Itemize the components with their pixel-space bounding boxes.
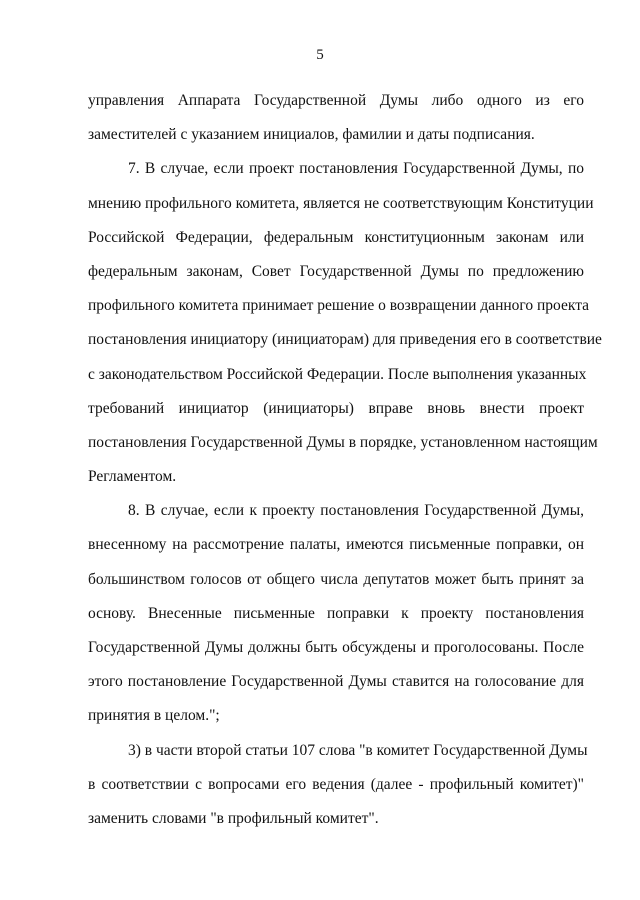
text-line: управления Аппарата Государственной Думы либо одного из его: [88, 92, 584, 109]
text-line: с законодательством Российской Федерации. После выполнения указанных: [88, 365, 587, 383]
text-line: Государственной Думы должны быть обсуждены и проголосованы. После: [88, 639, 584, 656]
text-line: 7. В случае, если проект постановления Государственной Думы, по: [128, 160, 584, 178]
paragraph-continuation: [88, 84, 584, 152]
text-line: 3) в части второй статьи 107 слова "в комитет Государственной Думы: [128, 741, 588, 759]
text-line: постановления инициатору (инициаторам) для приведения его в соответствие: [88, 331, 602, 349]
text-line: принятия в целом.";: [88, 707, 220, 725]
text-line: 8. В случае, если к проекту постановления Государственной Думы,: [128, 502, 584, 520]
text-line: Регламентом.: [88, 468, 177, 486]
text-line: мнению профильного комитета, является не соответствующим Конституции: [88, 194, 594, 212]
text-line: федеральным законам, Совет Государственной Думы по предложению: [88, 262, 584, 280]
page-number: 5: [316, 47, 324, 63]
text-line: заместителей с указанием инициалов, фамилии и даты подписания.: [88, 126, 535, 144]
text-line: внесенному на рассмотрение палаты, имеются письменные поправки, он: [88, 536, 584, 554]
paragraph-item-8: [88, 494, 584, 733]
text-line: постановления Государственной Думы в порядке, установленном настоящим: [88, 433, 598, 451]
paragraph-item-3: [88, 734, 588, 837]
text-line: большинством голосов от общего числа депутатов может быть принят за: [88, 570, 584, 588]
text-line: профильного комитета принимает решение о возвращении данного проекта: [88, 297, 590, 315]
text-line: заменить словами "в профильный комитет".: [88, 809, 379, 827]
text-line: требований инициатор (инициаторы) вправе вновь внести проект: [88, 399, 584, 417]
text-line: этого постановление Государственной Думы ставится на голосование для: [88, 673, 584, 691]
document-body: [88, 84, 602, 836]
text-line: основу. Внесенные письменные поправки к проекту постановления: [88, 604, 584, 622]
text-line: Российской Федерации, федеральным конституционным законам или: [88, 228, 584, 246]
paragraph-item-7: [88, 152, 602, 494]
text-line: в соответствии с вопросами его ведения (далее - профильный комитет)": [88, 775, 584, 793]
